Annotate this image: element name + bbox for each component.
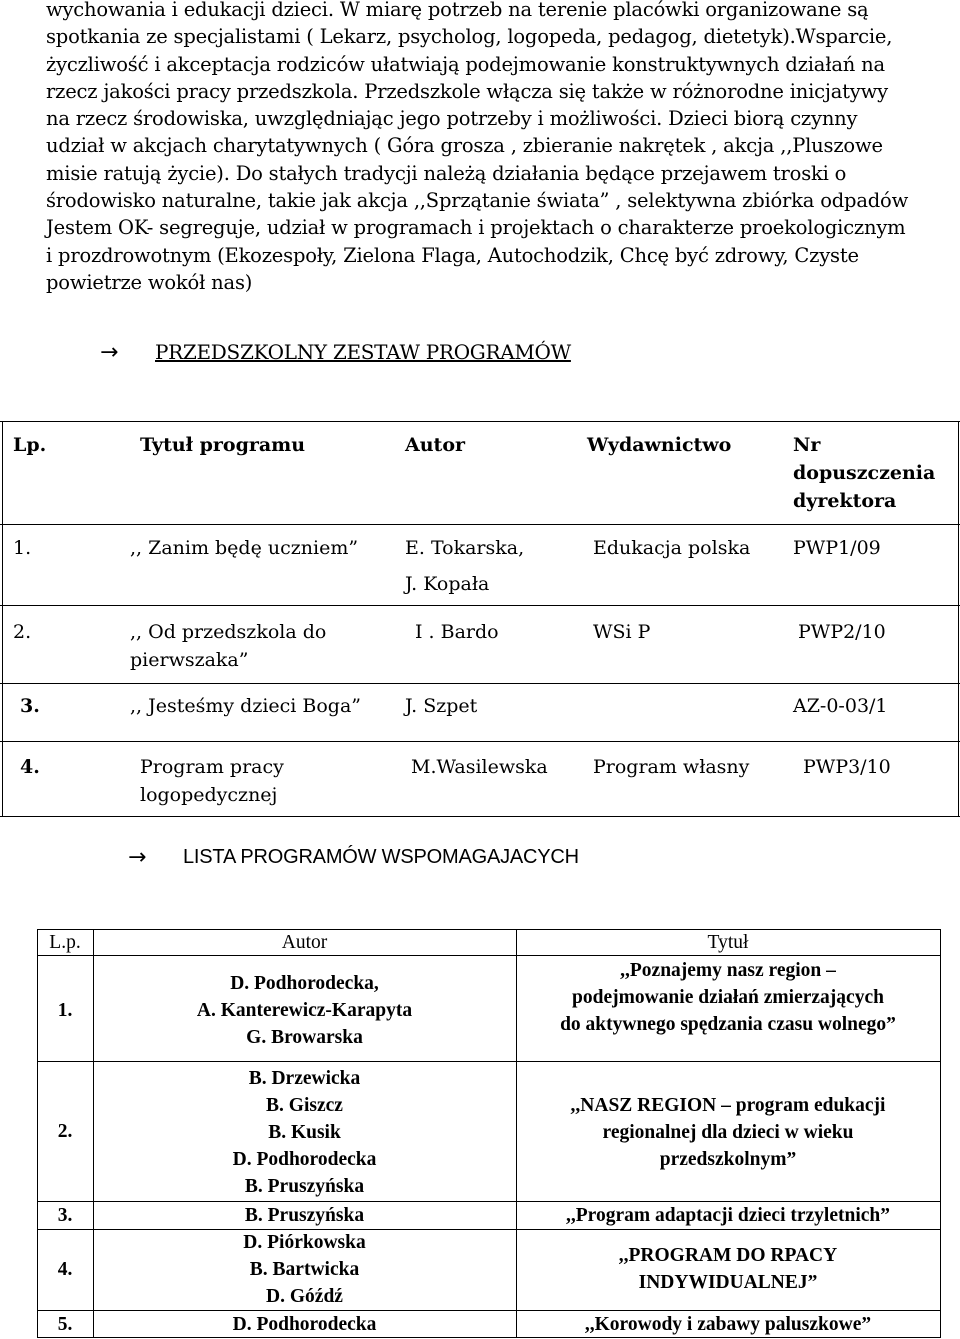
row1-title [516, 957, 940, 1038]
row1-author-line: E. Tokarska, [405, 537, 525, 559]
paragraph-line: spotkania ze specjalistami ( Lekarz, psycholog, logopeda, pedagog, dietetyk).Wsparcie, [46, 25, 893, 49]
header-nr-line: dyrektora [793, 490, 897, 512]
title-line: przedszkolnym” [659, 1149, 797, 1170]
table-border [2, 421, 3, 817]
header-nr [793, 431, 935, 515]
row1-author-line: J. Kopała [405, 573, 490, 595]
author-line: B. Drzewicka [248, 1068, 361, 1089]
header-author: Autor [281, 932, 328, 953]
author-line: B. Bartwicka [249, 1259, 360, 1280]
author-line: B. Pruszyńska [244, 1176, 365, 1197]
row4-title-line: Program pracy [140, 756, 284, 778]
row2-title-line: ,, Od przedszkola do [130, 621, 327, 643]
table-border [958, 421, 959, 817]
table-border [0, 816, 960, 817]
row5-authors: D. Podhorodecka [232, 1314, 377, 1335]
row2-lp: 2. [57, 1121, 73, 1142]
row1-author [405, 534, 524, 598]
row2-publisher: WSi P [593, 621, 651, 643]
row4-author: M.Wasilewska [411, 756, 548, 778]
table-border [0, 683, 960, 684]
author-line: D. Podhorodecka [232, 1149, 377, 1170]
author-line: B. Kusik [268, 1122, 341, 1143]
row4-title-line: logopedycznej [140, 784, 278, 806]
header-author: Autor [405, 434, 466, 456]
paragraph-line: udział w akcjach charytatywnych ( Góra grosza , zbieranie nakrętek , akcja ,,Pluszowe [46, 134, 883, 158]
author-line: D. Piórkowska [243, 1232, 366, 1253]
row3-nr: AZ-0-03/1 [793, 695, 888, 717]
row3-lp: 3. [57, 1205, 73, 1226]
row4-authors [93, 1229, 516, 1310]
row2-author: I . Bardo [415, 621, 499, 643]
row3-authors: B. Pruszyńska [244, 1205, 365, 1226]
author-line: B. Giszcz [266, 1095, 343, 1116]
paragraph-line: na rzecz środowiska, uwzględniając jego potrzeby i możliwości. Dzieci biorą czynny [46, 107, 858, 131]
row1-authors [93, 970, 516, 1051]
paragraph-line: Jestem OK- segreguje, udział w programach i projektach o charakterze proekologicznym [46, 216, 906, 240]
row4-lp: 4. [20, 756, 40, 778]
title-line: ,,PROGRAM DO RPACY [618, 1245, 838, 1266]
row3-lp: 3. [20, 695, 40, 717]
row2-title [130, 618, 326, 674]
row3-title: ,, Jesteśmy dzieci Boga” [130, 695, 362, 717]
author-line: G. Browarska [246, 1027, 363, 1048]
row3-title: ,,Program adaptacji dzieci trzyletnich” [565, 1205, 891, 1226]
author-line: A. Kanterewicz-Karapyta [196, 1000, 413, 1021]
table-border [0, 524, 960, 525]
row2-authors [93, 1065, 516, 1200]
row1-lp: 1. [13, 537, 32, 559]
title-line: ,,NASZ REGION – program edukacji [570, 1095, 886, 1116]
paragraph-line: i prozdrowotnym (Ekozespoły, Zielona Flaga, Autochodzik, Chcę być zdrowy, Czyste [46, 243, 859, 267]
table-border [0, 421, 960, 422]
paragraph-line: wychowania i edukacji dzieci. W miarę potrzeb na terenie placówki organizowane są [46, 0, 869, 21]
paragraph-line: misie ratują życie). Do stałych tradycji należą działania będące przejawem troski o [46, 161, 847, 185]
arrow-right-icon: → [128, 845, 147, 870]
header-title: Tytuł programu [140, 434, 306, 456]
table-border [37, 1061, 941, 1062]
title-line: ,,Poznajemy nasz region – [620, 960, 836, 981]
row4-nr: PWP3/10 [803, 756, 891, 778]
section-heading-supporting-programs: LISTA PROGRAMÓW WSPOMAGAJACYCH [183, 846, 579, 868]
row2-nr: PWP2/10 [798, 621, 886, 643]
title-line: INDYWIDUALNEJ” [638, 1272, 818, 1293]
table-border [0, 605, 960, 606]
row1-publisher: Edukacja polska [593, 537, 751, 559]
row2-lp: 2. [13, 621, 32, 643]
row1-nr: PWP1/09 [793, 537, 881, 559]
arrow-right-icon: → [100, 340, 119, 365]
header-nr-line: dopuszczenia [793, 462, 936, 484]
author-line: D. Podhorodecka, [230, 973, 379, 994]
paragraph-line: powietrze wokół nas) [46, 270, 253, 294]
paragraph-line: rzecz jakości pracy przedszkola. Przedszkole włącza się także w różnorodne inicjatywy [46, 79, 888, 103]
row4-publisher: Program własny [593, 756, 750, 778]
title-line: regionalnej dla dzieci w wieku [602, 1122, 854, 1143]
intro-paragraph [46, 0, 936, 296]
row4-title [140, 753, 284, 809]
header-nr-line: Nr [793, 434, 821, 456]
table-border [940, 929, 941, 1338]
header-lp: L.p. [49, 932, 81, 953]
header-title: Tytuł [707, 932, 749, 953]
row4-lp: 4. [57, 1259, 73, 1280]
row4-title [516, 1242, 940, 1296]
row1-lp: 1. [57, 1000, 73, 1021]
paragraph-line: środowisko naturalne, takie jak akcja ,,Sprzątanie świata” , selektywna zbiórka odpadów [46, 189, 909, 213]
row5-title: ,,Korowody i zabawy paluszkowe” [584, 1314, 872, 1335]
title-line: do aktywnego spędzania czasu wolnego” [560, 1014, 896, 1035]
paragraph-line: życzliwość i akceptacja rodziców ułatwiają podejmowanie konstruktywnych działań na [46, 52, 885, 76]
row3-author: J. Szpet [405, 695, 478, 717]
author-line: D. Góźdź [266, 1286, 343, 1307]
title-line: podejmowanie działań zmierzających [572, 987, 884, 1008]
section-heading-programs: PRZEDSZKOLNY ZESTAW PROGRAMÓW [155, 340, 571, 364]
header-lp: Lp. [13, 434, 47, 456]
row2-title-line: pierwszaka” [130, 649, 249, 671]
row1-title: ,, Zanim będę uczniem” [130, 537, 359, 559]
row5-lp: 5. [57, 1314, 73, 1335]
header-publisher: Wydawnictwo [587, 434, 732, 456]
table-border [0, 741, 960, 742]
row2-title [516, 1092, 940, 1173]
